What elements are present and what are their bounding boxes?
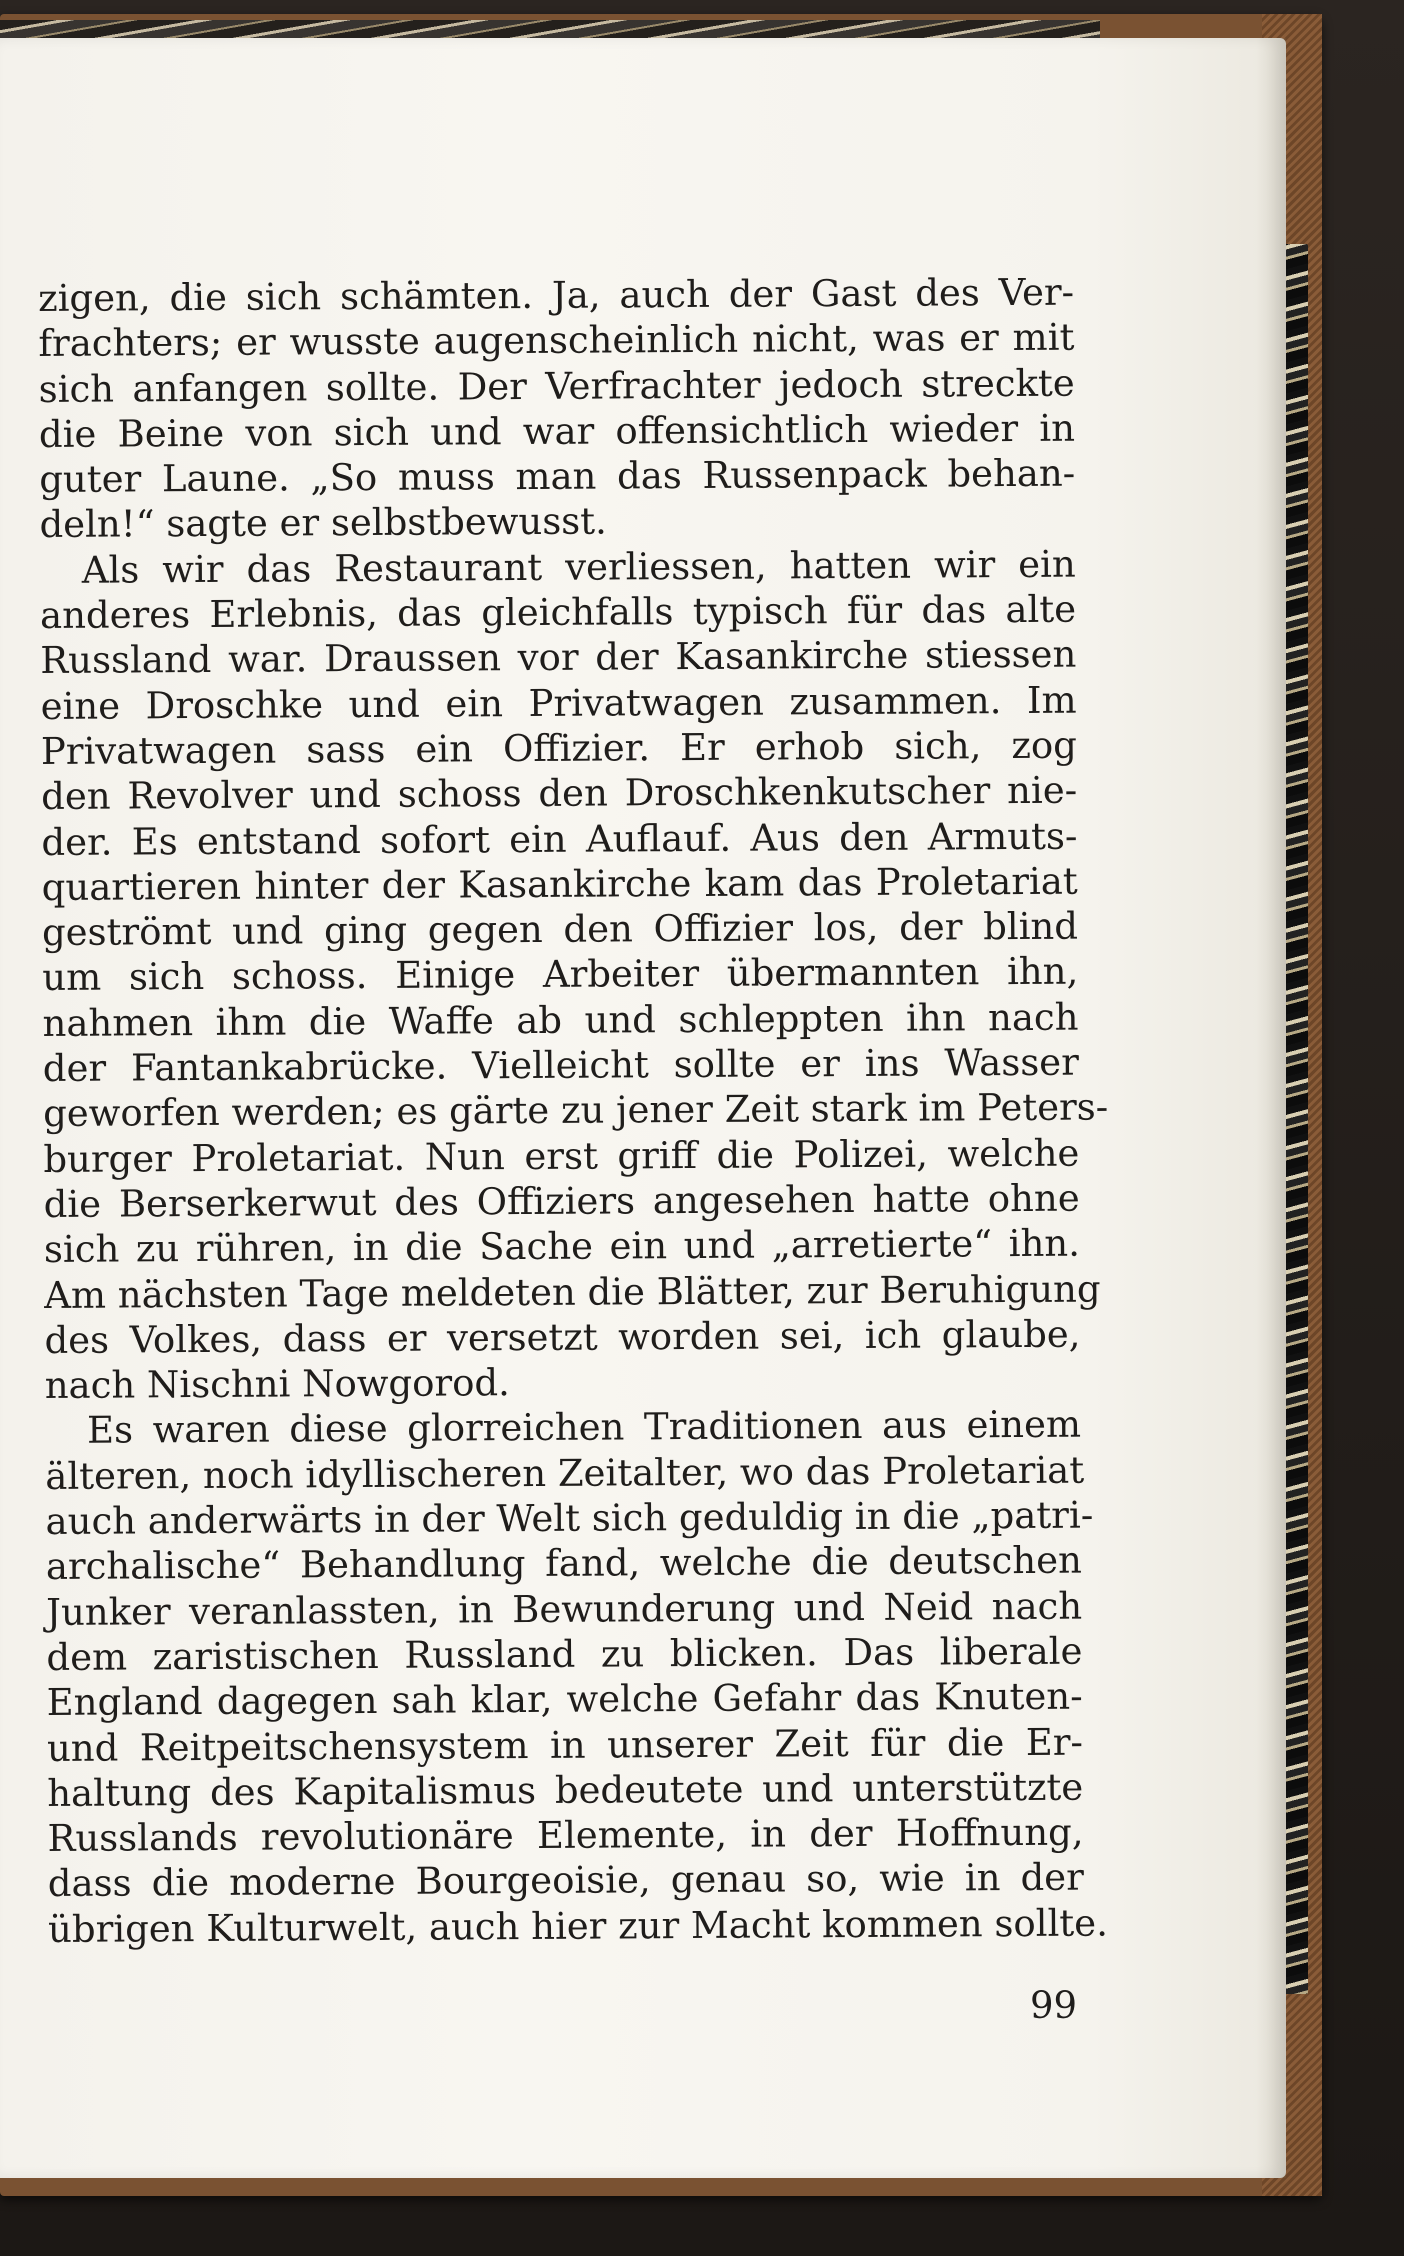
text-line: guter Laune. „So muss man das Russenpack behan- [39,451,1076,502]
text-line: Privatwagen sass ein Offizier. Er erhob sich, zog [40,723,1078,773]
text-line: burger Proletariat. Nun erst griff die Polizei, welche [43,1131,1080,1181]
text-line: nach Nischni Nowgorod. [44,1361,510,1408]
text-line: um sich schoss. Einige Arbeiter übermannten ihn, [42,950,1079,1000]
page-text [38,270,1109,1952]
text-line: quartieren hinter der Kasankirche kam das Proletariat [41,859,1078,909]
paragraph-1 [38,270,1076,548]
text-line: auch anderwärts in der Welt sich geduldig in die „patri- [45,1493,1094,1543]
text-line: geworfen werden; es gärte zu jener Zeit stark im Peters- [42,1085,1109,1136]
text-line: die Beine von sich und war offensichtlich wieder in [38,406,1076,456]
text-line: haltung des Kapitalismus bedeutete und unterstützte [47,1765,1084,1815]
page-number: 99 [1030,1984,1078,2027]
book-page [0,38,1286,2178]
text-line: eine Droschke und ein Privatwagen zusammen. Im [40,678,1077,728]
text-line: zigen, die sich schämten. Ja, auch der Gast des Ver- [38,270,1075,320]
text-line: Es waren diese glorreichen Traditionen aus einem [86,1403,1082,1453]
text-line: der. Es entstand sofort ein Auflauf. Aus den Armuts- [41,814,1078,864]
text-line: dass die moderne Bourgeoisie, genau so, wie in der [47,1856,1084,1906]
text-line: Junker veranlassten, in Bewunderung und Neid nach [46,1584,1083,1634]
text-line: und Reitpeitschensystem in unserer Zeit für die Er- [46,1720,1084,1770]
text-line: sich anfangen sollte. Der Verfrachter jedoch streckte [38,361,1075,411]
text-line: anderes Erlebnis, das gleichfalls typisch für das alte [39,587,1077,638]
paragraph-2 [39,541,1109,1408]
paragraph-3 [45,1402,1109,1952]
text-line: sich zu rühren, in die Sache ein und „arretierte“ ihn. [43,1221,1081,1272]
text-line: die Berserkerwut des Offiziers angesehen hatte ohne [43,1176,1080,1226]
text-line: Russlands revolutionäre Elemente, in der Hoffnung, [47,1810,1084,1861]
text-line: älteren, noch idyllischeren Zeitalter, wo das Proletariat [45,1448,1085,1498]
text-line: Russland war. Draussen vor der Kasankirche stiessen [40,633,1077,683]
page-gutter-shadow [1256,38,1286,2178]
text-line: frachters; er wusste augenscheinlich nicht, was er mit [38,315,1075,366]
text-line: des Volkes, dass er versetzt worden sei, ich glaube, [44,1312,1081,1362]
text-line: übrigen Kulturwelt, auch hier zur Macht kommen sollte. [47,1901,1109,1951]
text-line: deln!“ sagte er selbstbewusst. [39,500,607,547]
text-line: geströmt und ging gegen den Offizier los, der blind [41,904,1079,955]
text-line: der Fantankabrücke. Vielleicht sollte er ins Wasser [42,1040,1079,1091]
text-line: England dagegen sah klar, welche Gefahr das Knuten- [46,1674,1083,1725]
text-line: archalische“ Behandlung fand, welche die deutschen [45,1538,1082,1589]
text-line: den Revolver und schoss den Droschkenkutscher nie- [41,768,1078,819]
text-line: Am nächsten Tage meldeten die Blätter, zur Beruhigung [44,1267,1101,1317]
text-line: Als wir das Restaurant verliessen, hatten wir ein [81,542,1076,592]
text-line: dem zaristischen Russland zu blicken. Das liberale [46,1629,1083,1679]
text-line: nahmen ihm die Waffe ab und schleppten ihn nach [42,995,1079,1045]
